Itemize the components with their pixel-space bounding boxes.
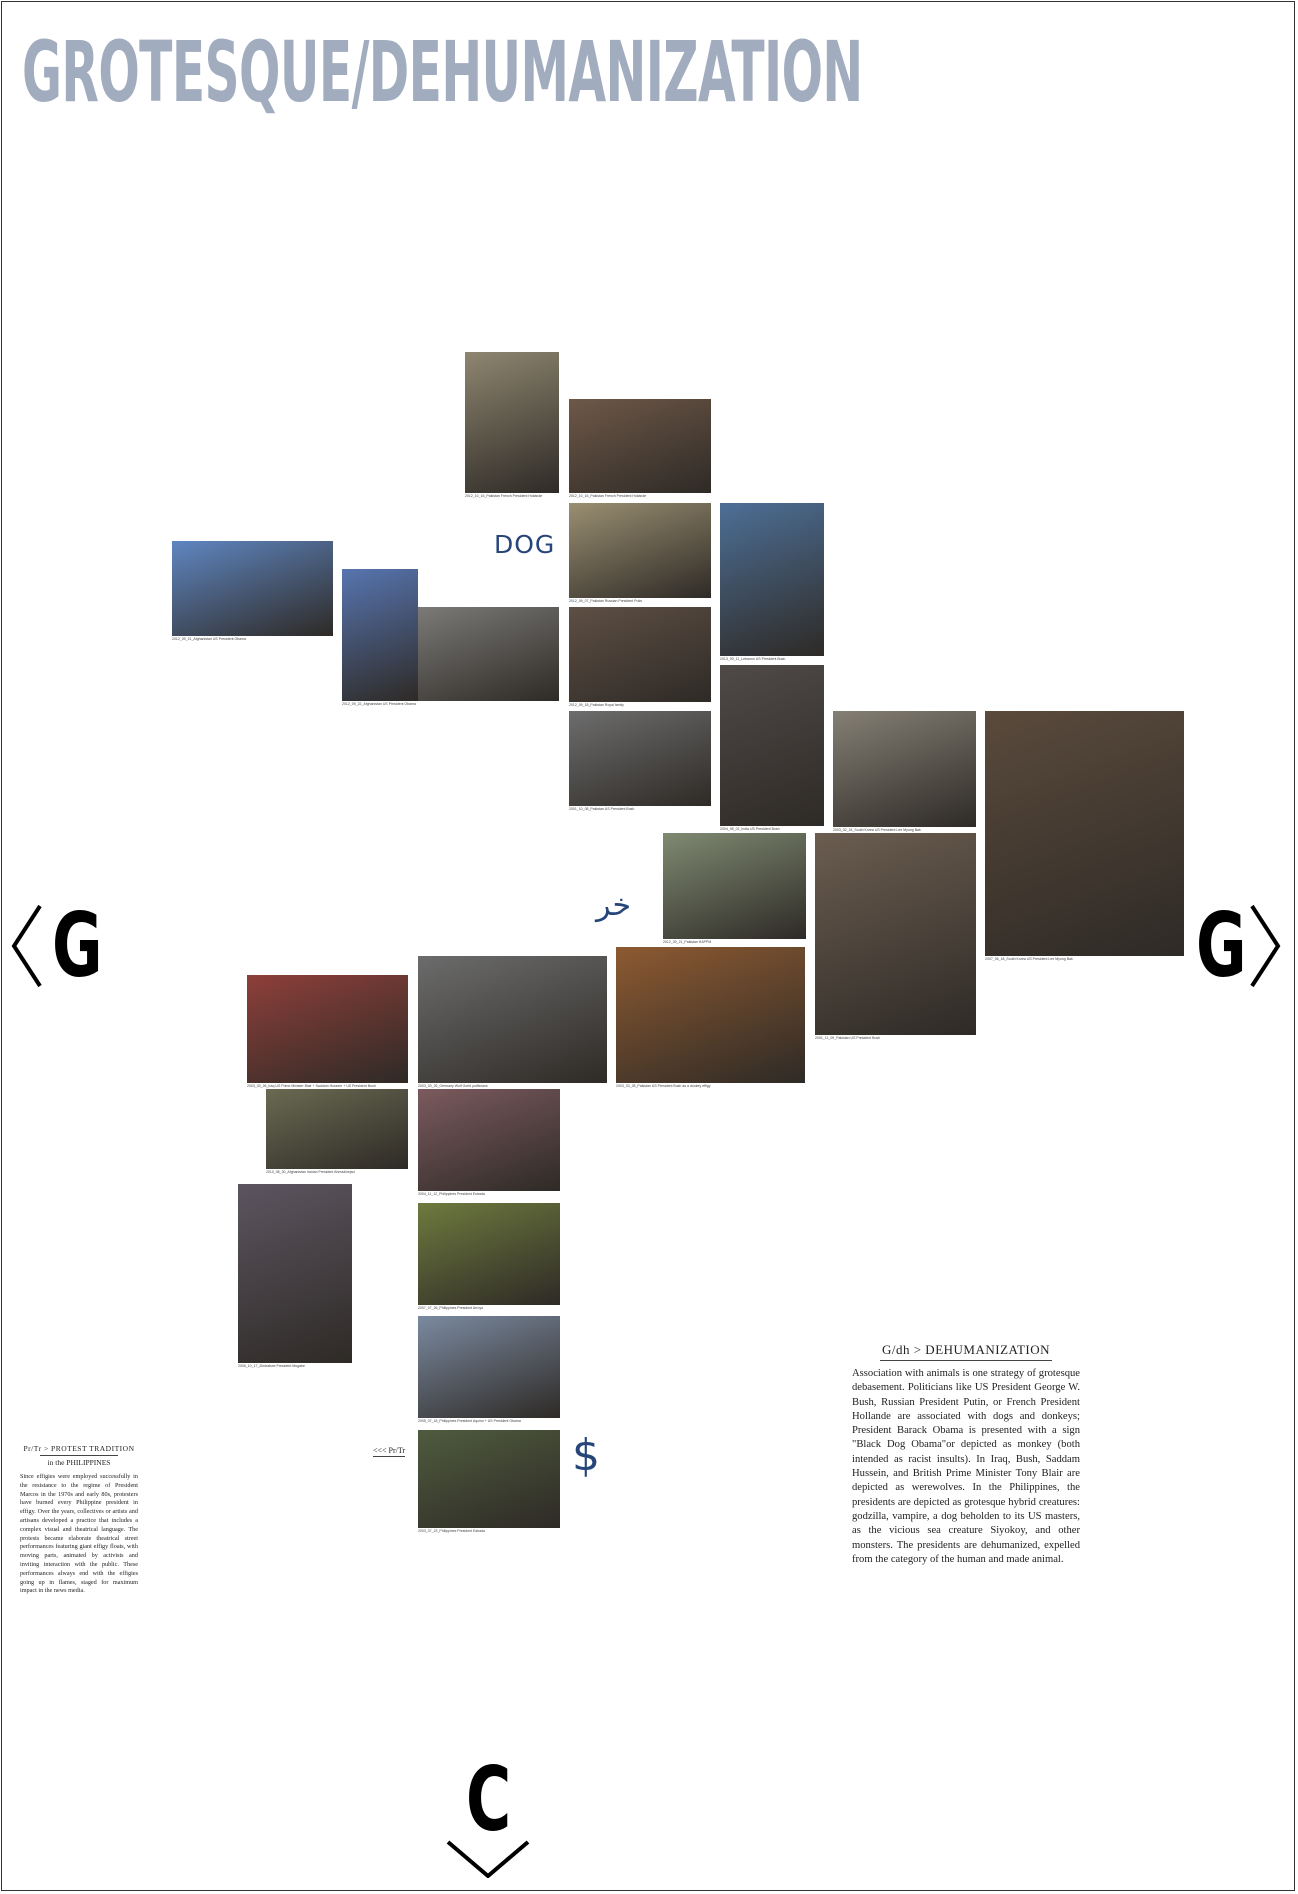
photo-image xyxy=(569,711,711,806)
photo-tile[interactable] xyxy=(616,947,805,1089)
photo-tile[interactable] xyxy=(418,1089,560,1197)
photo-image xyxy=(663,833,806,939)
photo-image xyxy=(247,975,408,1083)
nav-bottom[interactable] xyxy=(444,1748,534,1880)
photo-tile[interactable] xyxy=(833,711,976,833)
photo-image xyxy=(418,607,559,701)
photo-caption: 2001_10_08_Pakistan US President Bush xyxy=(569,807,635,811)
photo-image xyxy=(342,569,418,701)
photo-tile[interactable] xyxy=(569,711,711,812)
dehumanization-heading: G/dh > DEHUMANIZATION xyxy=(880,1342,1052,1361)
protest-tradition-block xyxy=(20,1444,138,1596)
photo-tile[interactable] xyxy=(720,503,824,662)
photo-tile[interactable] xyxy=(663,833,806,945)
photo-caption: 2001_11_09_Pakistan US President Bush xyxy=(815,1036,881,1040)
photo-tile[interactable] xyxy=(342,569,418,707)
photo-caption: 2012_09_07_Pakistan Russian President Putin xyxy=(569,599,643,603)
dollar-annotation: $ xyxy=(572,1430,600,1481)
photo-tile[interactable] xyxy=(266,1089,408,1175)
nav-right-letter: G xyxy=(1196,894,1247,997)
photo-tile[interactable] xyxy=(569,399,711,499)
photo-tile[interactable] xyxy=(238,1184,352,1369)
photo-caption: 2003_07_23_Philippines President Estrada xyxy=(418,1529,486,1533)
dehumanization-block xyxy=(852,1342,1080,1567)
photo-caption: 2007_06_18_South Korea US President Lee Myung Bak xyxy=(985,957,1073,961)
photo-caption: 2012_09_21_Afghanistan US President Obama xyxy=(172,637,246,641)
chevron-down-icon xyxy=(446,1838,530,1878)
photo-caption: 2012_09_21_Pakistan HAPPM xyxy=(663,940,712,944)
donkey-arabic-annotation: خر xyxy=(596,888,632,923)
photo-caption: 2012_09_18_Pakistan Royal family xyxy=(569,703,624,707)
dehumanization-body: Association with animals is one strategy of grotesque debasement. Politicians like US President George W. Bush, Russian President Putin, or French President Hollande are associated with dogs and donkeys; President Barack Obama is presented with a sign "Black Dog Obama"or depicted as monkey (both intended as racist insults). In Iraq, Bush, Saddam Hussein, and British Prime Minister Tony Blair are depicted as werewolves. In the Philippines, the presidents are depicted as grotesque hybrid creatures: godzilla, vampire, a dog beholden to its US masters, as the vicious sea creature Siyokoy, and other monsters. The presidents are dehumanized, expelled from the category of the human and made animal. xyxy=(852,1368,1080,1565)
photo-caption: 2012_10_16_Pakistan French President Hollande xyxy=(569,494,647,498)
photo-caption: 2006_10_17_Zimbabwe President Mugabe xyxy=(238,1364,305,1368)
photo-tile[interactable] xyxy=(569,503,711,604)
photo-image xyxy=(569,503,711,598)
photo-caption: 2003_03_28_Pakistan US President Bush as a donkey effigy xyxy=(616,1084,711,1088)
photo-image xyxy=(418,956,607,1083)
photo-image xyxy=(266,1089,408,1169)
photo-image xyxy=(238,1184,352,1363)
photo-tile[interactable] xyxy=(247,975,408,1089)
back-link-protest-tradition[interactable]: <<< Pr/Tr xyxy=(373,1446,406,1455)
photo-tile[interactable] xyxy=(418,1430,560,1534)
photo-caption: 2010_08_30_Afghanistan Iranian President Ahmadinejad xyxy=(266,1170,355,1174)
photo-image xyxy=(418,1089,560,1191)
protest-tradition-heading: Pr/Tr > PROTEST TRADITION xyxy=(23,1444,135,1453)
page-title: GROTESQUE/DEHUMANIZATION xyxy=(22,23,863,121)
photo-caption: 2004_11_12_Philippines President Estrada xyxy=(418,1192,485,1196)
photo-image xyxy=(465,352,559,493)
photo-caption: 2003_03_26_Iraq US Prime Minister Blair + Saddam Hussein + US President Bush xyxy=(247,1084,376,1088)
nav-right[interactable] xyxy=(1196,894,1288,997)
photo-tile[interactable] xyxy=(720,665,824,832)
photo-image xyxy=(720,665,824,826)
photo-image xyxy=(172,541,333,636)
chevron-right-icon xyxy=(1248,904,1282,988)
photo-caption: 2003_03_25_Germany Wolf Gorbi politicians xyxy=(418,1084,488,1088)
photo-caption: 2003_02_24_South Korea US President Lee Myung Bak xyxy=(833,828,921,832)
photo-image xyxy=(815,833,976,1035)
photo-image xyxy=(720,503,824,656)
nav-left[interactable] xyxy=(10,894,103,997)
photo-tile[interactable] xyxy=(418,956,607,1089)
photo-caption: 2005_07_18_Philippines President Aquino + US President Obama xyxy=(418,1419,521,1423)
photo-tile[interactable] xyxy=(418,1203,560,1311)
chevron-left-icon xyxy=(10,904,44,988)
photo-image xyxy=(418,1430,560,1528)
photo-image xyxy=(418,1316,560,1418)
photo-caption: 2004_08_02_India US President Bush xyxy=(720,827,780,831)
photo-image xyxy=(569,399,711,493)
photo-caption: 2012_09_22_Afghanistan US President Obama xyxy=(342,702,416,706)
photo-tile[interactable] xyxy=(569,607,711,708)
nav-bottom-letter: C xyxy=(466,1748,512,1851)
photo-tile[interactable] xyxy=(172,541,333,642)
photo-tile[interactable] xyxy=(418,607,559,701)
photo-tile[interactable] xyxy=(418,1316,560,1424)
photo-image xyxy=(985,711,1184,956)
protest-tradition-subheading: in the PHILIPPINES xyxy=(40,1455,118,1467)
photo-caption: 2007_07_26_Philippines President Arroyo xyxy=(418,1306,484,1310)
photo-tile[interactable] xyxy=(985,711,1184,962)
photo-caption: 2013_09_11_Lebanon US President Bush xyxy=(720,657,786,661)
photo-image xyxy=(569,607,711,702)
photo-image xyxy=(616,947,805,1083)
photo-image xyxy=(418,1203,560,1305)
photo-caption: 2012_10_16_Pakistan French President Hollande xyxy=(465,494,543,498)
nav-left-letter: G xyxy=(52,894,103,997)
dog-annotation: DOG xyxy=(494,530,556,559)
protest-tradition-body: Since effigies were employed successfully in the resistance to the regime of President Marcos in the 1970s and early 80s, protesters have burned every Philippine president in effigy. Over the years, collectives or artists and artisans developed a practice that includes a complex visual and theatrical language. The protests became elaborate theatrical street performances featuring giant effigy floats, with moving parts, animated by activists and inviting interaction with the public. These performances always end with the effigies going up in flames, staged for maximum impact in the news media. xyxy=(20,1473,138,1595)
photo-tile[interactable] xyxy=(465,352,559,499)
photo-image xyxy=(833,711,976,827)
photo-tile[interactable] xyxy=(815,833,976,1041)
